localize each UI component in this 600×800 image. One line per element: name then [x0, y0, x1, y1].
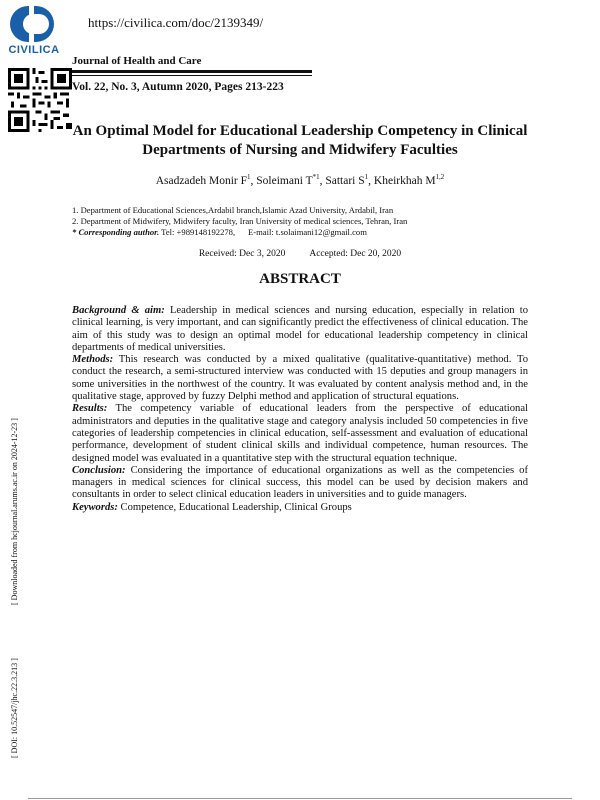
results-text: The competency variable of educational leaders from the perspective of educational administrators and deputies in the qualitative stage and category analysis included 50 competencies in five categories of leadership competencies in clinical education, self-assessment and evaluation of educational performance, development of student clinical skills and individual competence, human resources. The designed model was evaluated in a quantitative step with the structural equation technique.: [72, 403, 528, 464]
abstract-conclusion: [72, 465, 528, 502]
journal-name: Journal of Health and Care: [72, 55, 202, 67]
keywords-label: Keywords:: [72, 501, 118, 513]
author-superscript: 1: [247, 173, 251, 181]
abstract-keywords: [72, 502, 528, 514]
header-rule-thin: [72, 75, 312, 76]
abstract-heading: ABSTRACT: [259, 271, 341, 287]
doi-side-note: [ DOI: 10.52547/jhc.22.3.213 ]: [10, 658, 19, 758]
corresponding-author: [72, 227, 532, 238]
background-label: Background & aim:: [72, 305, 165, 316]
background-text: Leadership in medical sciences and nursing education, especially in relation to clinical learning, is very important, and can significantly predict the effectiveness of clinical education. The aim of this study was to design an optimal model for educational leadership competency in clinical departments of medical universities.: [72, 305, 528, 353]
author-superscript: *1: [312, 173, 320, 181]
author-separator: ,: [319, 174, 326, 187]
author-name: Asadzadeh Monir F: [155, 174, 248, 187]
conclusion-text: Considering the importance of educational organizations as well as the competencies of managers in medical sciences for clinical success, this model can be used by decision makers and consultants in order to select clinical education leaders in universities and to guide managers.: [72, 464, 528, 501]
abstract-methods: [72, 354, 528, 403]
affiliation-2: 2. Department of Midwifery, Midwifery faculty, Iran University of medical sciences, Tehran, Iran: [72, 216, 408, 226]
civilica-logo-bar: [29, 6, 34, 42]
conclusion-label: Conclusion:: [72, 464, 126, 476]
received-date: Received: Dec 3, 2020: [198, 249, 286, 259]
article-title: An Optimal Model for Educational Leadership Competency in Clinical Departments of Nursing and Midwifery Faculties: [72, 123, 528, 158]
journal-volume: Vol. 22, No. 3, Autumn 2020, Pages 213-223: [72, 81, 284, 93]
author-name: Sattari S: [325, 174, 365, 187]
corresponding-label: * Corresponding author.: [72, 227, 160, 237]
download-side-note: [ Downloaded from hcjournal.arums.ac.ir on 2024-12-23 ]: [10, 418, 19, 605]
results-label: Results:: [72, 403, 108, 415]
author-list: [60, 173, 540, 187]
author-superscript: 1,2: [435, 173, 445, 181]
methods-text: This research was conducted by a mixed qualitative (qualitative-quantitative) method. To conduct the research, a semi-structured interview was conducted with 15 deputies and group managers in some universities in the northwest of the country. It was evaluated by content analysis method and, in the qualitative stage, approved by fuzzy Delphi method and application of structural equations.: [72, 354, 528, 403]
keywords-text: Competence, Educational Leadership, Clinical Groups: [117, 501, 352, 513]
abstract-background: [72, 305, 528, 354]
corresponding-email[interactable]: E-mail: t.solaimani12@gmail.com: [248, 227, 367, 237]
abstract-body: [72, 305, 528, 514]
footer-rule: [28, 798, 572, 799]
author-separator: ,: [250, 174, 257, 187]
author-name: Kheirkhah M: [373, 174, 436, 187]
author-superscript: 1: [364, 173, 369, 181]
author-name: Soleimani T: [256, 174, 313, 187]
civilica-logo[interactable]: [4, 6, 64, 58]
header-rule-thick: [72, 70, 312, 73]
article-dates: [60, 249, 540, 259]
document-url[interactable]: https://civilica.com/doc/2139349/: [88, 15, 264, 30]
author-separator: ,: [368, 174, 374, 187]
affiliations: [72, 205, 532, 238]
methods-label: Methods:: [72, 354, 114, 366]
civilica-logo-text: CIVILICA: [8, 44, 60, 56]
corresponding-tel: Tel: +989148192278,: [159, 227, 236, 237]
affiliation-1: 1. Department of Educational Sciences,Ardabil branch,Islamic Azad University, Ardabil, Iran: [72, 205, 394, 215]
abstract-results: [72, 403, 528, 464]
accepted-date: Accepted: Dec 20, 2020: [309, 249, 402, 259]
